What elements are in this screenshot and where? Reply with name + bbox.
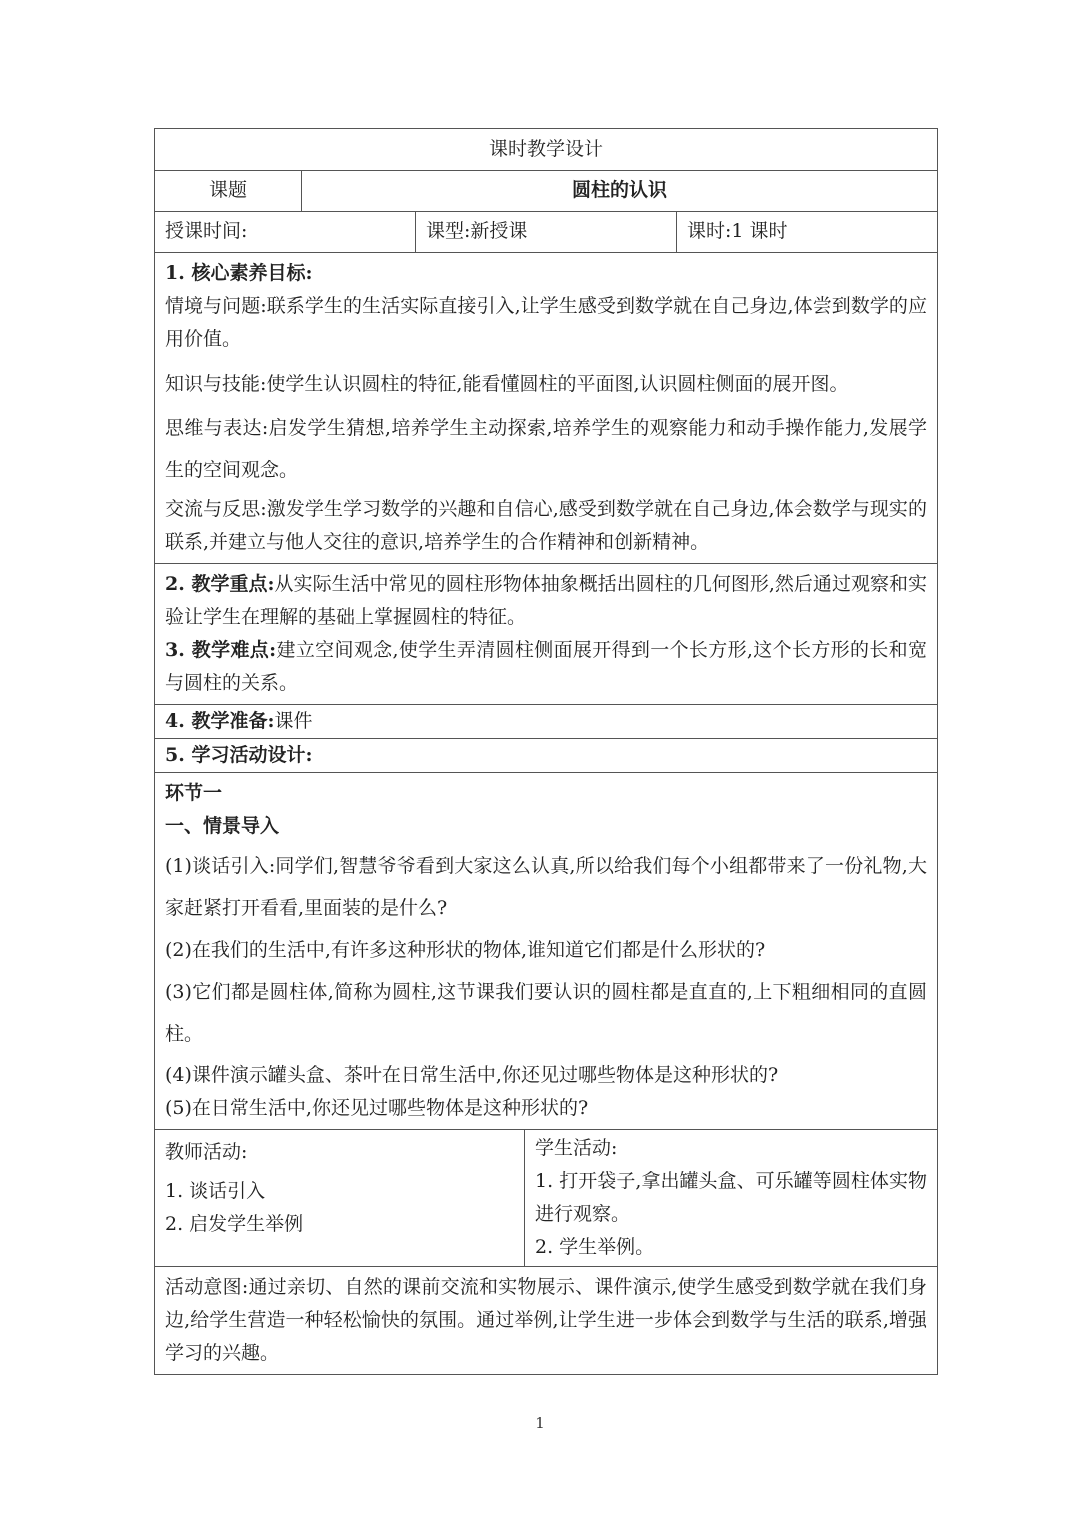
- student-item: 1. 打开袋子,拿出罐头盒、可乐罐等圆柱体实物进行观察。: [535, 1170, 927, 1225]
- segment-section: [155, 773, 937, 1130]
- goals-heading: 1. 核心素养目标:: [165, 262, 313, 284]
- intent-section: [155, 1267, 937, 1374]
- segment-name: 环节一: [165, 782, 223, 804]
- difficulty-paragraph: [165, 634, 927, 700]
- hours-label: 课时:1 课时: [687, 220, 788, 242]
- focus-label: 2. 教学重点:: [165, 573, 275, 595]
- segment-item: (4)课件演示罐头盒、茶叶在日常生活中,你还见过哪些物体是这种形状的?: [165, 1064, 779, 1086]
- goal-paragraph-2: 知识与技能:使学生认识圆柱的特征,能看懂圆柱的平面图,认识圆柱侧面的展开图。: [165, 373, 849, 395]
- segment-item: (3)它们都是圆柱体,简称为圆柱,这节课我们要认识的圆柱都是直直的,上下粗细相同的直圆柱。: [165, 981, 927, 1045]
- teacher-activities: [155, 1130, 525, 1266]
- prep-label: 4. 教学准备:: [165, 710, 275, 732]
- schedule-row: [155, 212, 937, 253]
- student-label: 学生活动:: [535, 1137, 618, 1159]
- type-label: 课型:新授课: [416, 212, 677, 252]
- lesson-plan-table: [154, 128, 938, 1375]
- activity-design-label: 5. 学习活动设计:: [165, 744, 313, 766]
- topic-label: 课题: [155, 171, 302, 211]
- activity-design-section: [155, 739, 937, 773]
- segment-heading: 一、情景导入: [165, 815, 280, 837]
- prep-section: [155, 705, 937, 739]
- goal-paragraph-4: 交流与反思:激发学生学习数学的兴趣和自信心,感受到数学就在自己身边,体会数学与现实的联系,并建立与他人交往的意识,培养学生的合作精神和创新精神。: [165, 498, 927, 553]
- teacher-label: 教师活动:: [165, 1141, 248, 1163]
- intent-text: 活动意图:通过亲切、自然的课前交流和实物展示、课件演示,使学生感受到数学就在我们身边,给学生营造一种轻松愉快的氛围。通过举例,让学生进一步体会到数学与生活的联系,增强学习的兴趣。: [165, 1276, 927, 1364]
- difficulty-label: 3. 教学难点:: [165, 639, 277, 661]
- prep-text: 课件: [274, 710, 313, 732]
- segment-item: (2)在我们的生活中,有许多这种形状的物体,谁知道它们都是什么形状的?: [165, 939, 766, 961]
- goal-paragraph-3: 思维与表达:启发学生猜想,培养学生主动探索,培养学生的观察能力和动手操作能力,发展学生的空间观念。: [165, 417, 927, 481]
- goal-paragraph-1: 情境与问题:联系学生的生活实际直接引入,让学生感受到数学就在自己身边,体尝到数学的应用价值。: [165, 295, 927, 350]
- difficulty-text: 建立空间观念,使学生弄清圆柱侧面展开得到一个长方形,这个长方形的长和宽与圆柱的关系。: [165, 639, 927, 694]
- segment-item: (1)谈话引入:同学们,智慧爷爷看到大家这么认真,所以给我们每个小组都带来了一份礼物,大家赶紧打开看看,里面装的是什么?: [165, 855, 927, 919]
- teacher-item: 1. 谈话引入: [165, 1180, 266, 1202]
- topic-row: [155, 171, 937, 212]
- activities-row: [155, 1130, 937, 1267]
- table-title: 课时教学设计: [155, 129, 937, 171]
- teacher-item: 2. 启发学生举例: [165, 1213, 304, 1235]
- goals-section: [155, 253, 937, 564]
- student-item: 2. 学生举例。: [535, 1236, 655, 1258]
- prep-paragraph: [165, 705, 927, 738]
- focus-paragraph: [165, 568, 927, 634]
- topic-value: 圆柱的认识: [571, 179, 667, 201]
- page-number: 1: [535, 1414, 545, 1432]
- student-activities: [525, 1130, 937, 1266]
- key-points-section: [155, 564, 937, 705]
- focus-text: 从实际生活中常见的圆柱形物体抽象概括出圆柱的几何图形,然后通过观察和实验让学生在理解的基础上掌握圆柱的特征。: [165, 573, 927, 628]
- time-label: 授课时间:: [155, 212, 416, 252]
- segment-item: (5)在日常生活中,你还见过哪些物体是这种形状的?: [165, 1097, 589, 1119]
